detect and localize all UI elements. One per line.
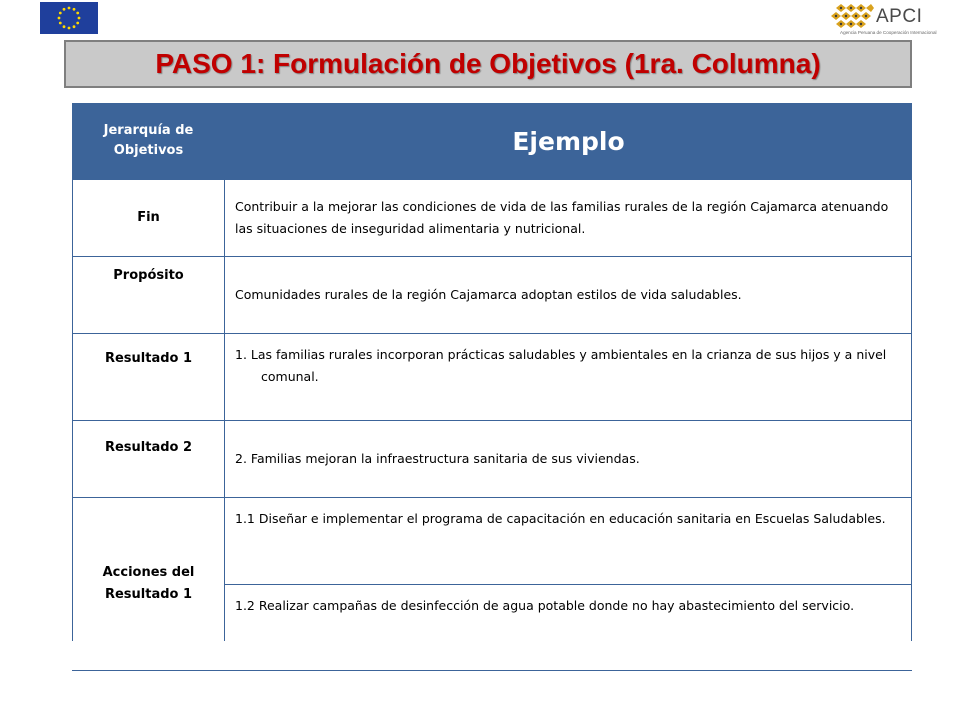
table-header-row	[72, 103, 912, 180]
row-content-accion-1-1-cell	[225, 498, 912, 585]
row-content-resultado1-cell	[225, 334, 912, 421]
row-content-proposito: Comunidades rurales de la región Cajamarca adoptan estilos de vida saludables.	[225, 257, 912, 334]
row-content-resultado1: 1. Las familias rurales incorporan prácticas saludables y ambientales en la crianza de sus hijos y a nivel comunal.	[235, 347, 887, 384]
apci-logo-name: APCI	[876, 6, 923, 27]
header-ejemplo: Ejemplo	[225, 103, 912, 180]
table-left-border	[72, 179, 73, 641]
objectives-table	[72, 103, 912, 671]
row-content-fin: Contribuir a la mejorar las condiciones de vida de las familias rurales de la región Cajamarca atenuando las situaciones de inseguridad alimentaria y nutricional.	[225, 180, 912, 257]
apci-logo	[828, 2, 937, 40]
table-right-border	[911, 179, 912, 641]
row-content-accion-1-1: 1.1 Diseñar e implementar el programa de capacitación en educación sanitaria en Escuelas Saludables.	[235, 511, 886, 526]
row-label-fin: Fin	[72, 180, 225, 257]
row-content-accion-1-2-cell	[225, 585, 912, 671]
row-label-proposito: Propósito	[113, 268, 184, 283]
row-label-acciones: Acciones del Resultado 1	[72, 498, 225, 671]
eu-stars-icon	[40, 2, 98, 34]
page-title: PASO 1: Formulación de Objetivos (1ra. Columna)	[155, 48, 821, 79]
row-label-resultado1: Resultado 1	[104, 351, 193, 366]
table-row	[72, 257, 912, 334]
row-content-resultado2: 2. Familias mejoran la infraestructura sanitaria de sus viviendas.	[225, 421, 912, 498]
title-banner	[64, 40, 912, 88]
column-divider	[224, 103, 225, 641]
apci-logo-icon	[830, 4, 874, 32]
row-label-resultado1-cell	[72, 334, 225, 421]
apci-logo-subtitle: Agencia Peruana de Cooperación Internacional	[840, 30, 937, 35]
header-jerarquia: Jerarquía de Objetivos	[72, 103, 225, 180]
table-row	[72, 180, 912, 257]
table-row	[72, 421, 912, 498]
row-label-proposito-cell	[72, 257, 225, 334]
row-label-resultado2: Resultado 2	[104, 440, 193, 455]
table-row	[72, 498, 912, 585]
row-label-resultado2-cell	[72, 421, 225, 498]
eu-flag-icon	[40, 2, 98, 34]
table-row	[72, 334, 912, 421]
row-content-accion-1-2: 1.2 Realizar campañas de desinfección de agua potable donde no hay abastecimiento del servicio.	[235, 598, 855, 613]
